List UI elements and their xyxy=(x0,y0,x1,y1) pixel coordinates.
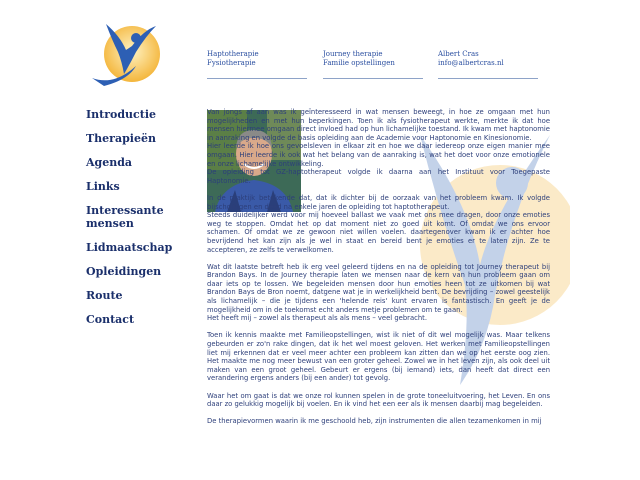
paragraph: Steeds duidelijker werd voor mij hoeveel ballast we vaak met ons mee dragen, door onze emoties weg te stoppen. Omdat het op dat moment niet zo goed uit komt. Of omdat we ons ervoor schamen. Of omdat we ze gewoon niet willen voelen. daartegenover kwam ik er achter hoe bevrijdend het kan zijn als je wel in staat en bereid bent je emoties er te laten zijn. Ze te accepteren, ze zelfs te verwelkomen. xyxy=(207,211,550,254)
paragraph: Van jongs af aan was ik geïnteresseerd in wat mensen beweegt, in hoe ze omgaan met hun mogelijkheden en met hun beperkingen. Toen ik als fysiotherapeut werkte, merkte ik dat hoe mensen hiermee omgaan direct invloed had op hun lichamelijke toestand. Ik kwam met haptonomie in aanraking en volgde de basis opleiding aan de Academie voor Haptonomie en Kinesionomie. xyxy=(207,108,550,142)
top-link-line[interactable]: Fysiotherapie xyxy=(207,59,256,67)
sidebar-nav xyxy=(86,108,196,337)
nav-item-route[interactable]: Route xyxy=(86,289,123,302)
nav-item-therapieen[interactable]: Therapieën xyxy=(86,132,156,145)
paragraph: Hier leerde ik hoe ons gevoelsleven in elkaar zit en hoe we daar iedereop onze eigen manier mee omgaan. Hier leerde ik ook wat het belang van de aanraking is, wat het doet voor onze emotionele en onze lichamelijke ontwikkeling. xyxy=(207,142,550,168)
top-navigation xyxy=(207,50,547,82)
top-link-line: Albert Cras xyxy=(438,50,479,58)
top-link-line[interactable]: Journey therapie xyxy=(323,50,383,58)
email-link[interactable]: info@albertcras.nl xyxy=(438,59,504,67)
paragraph: Toen ik kennis maakte met Familieopstellingen, wist ik niet of dit wel mogelijk was. Maar telkens gebeurden er zo'n rake dingen, dat ik het wel moest geloven. Het werken met Familieopstellingen liet mij erkennen dat er veel meer achter een probleem kan zitten dan we op het eerste oog zien. Het maakte me nog meer bewust van een groter geheel. Zowel we in het leven zijn, als ook deel uit maken van een groot geheel. Gebeurt er ergens (bij iemand) iets, dan heeft dat direct een verandering ergens anders (bij een ander) tot gevolg. xyxy=(207,331,550,383)
top-link-line[interactable]: Familie opstellingen xyxy=(323,59,395,67)
nav-item-opleidingen[interactable]: Opleidingen xyxy=(86,265,162,278)
paragraph: Waar het om gaat is dat we onze rol kunnen spelen in de grote toneeluitvoering, het Leven. En ons daar zo gelukkig mogelijk bij voelen. En ik vind het een eer als ik mensen daarbij mag begeleiden. xyxy=(207,391,550,409)
nav-item-agenda[interactable]: Agenda xyxy=(86,156,133,169)
nav-item-interessante-mensen[interactable]: Interessante mensen xyxy=(86,204,164,230)
logo xyxy=(84,16,164,92)
paragraph: De opleiding tot GZ-haptotherapeut volgde ik daarna aan het Instituut voor Toegepaste Haptonomie. xyxy=(207,168,550,185)
top-link-journey-therapie[interactable] xyxy=(323,50,395,68)
paragraph: Het heeft mij – zowel als therapeut als als mens – veel gebracht. xyxy=(207,314,427,323)
top-link-contact-info[interactable] xyxy=(438,50,504,68)
paragraph: De therapievormen waarin ik me geschoold heb, zijn instrumenten die allen tezamenkomen in mij xyxy=(207,417,542,426)
nav-item-contact[interactable]: Contact xyxy=(86,313,135,326)
divider xyxy=(438,78,538,79)
divider xyxy=(323,78,423,79)
nav-item-introductie[interactable]: Introductie xyxy=(86,108,157,121)
paragraph: Wat dit laatste betreft heb ik erg veel geleerd tijdens en na de opleiding tot Journey therapeut bij Brandon Bays. In de Journey therapie laten we mensen naar de kern van hun probleem gaan om daar iets op te lossen. We begeleiden mensen door hun emoties heen tot ze uitkomen bij wat Brandon Bays de Bron noemt, datgene wat je in werkelijkheid bent. De bevrijding – zowel geestelijk als lichamelijk – die je tijdens een 'helende reis' kunt ervaren is fantastisch. En geeft je de mogelijkheid om in de toekomst echt anders metje problemen om te gaan. xyxy=(207,262,550,314)
nav-item-links[interactable]: Links xyxy=(86,180,120,193)
top-link-line[interactable]: Haptotherapie xyxy=(207,50,259,58)
main-content xyxy=(207,108,550,435)
nav-item-lidmaatschap[interactable]: Lidmaatschap xyxy=(86,241,173,254)
top-link-haptotherapie[interactable] xyxy=(207,50,259,68)
paragraph: In de praktijk betekende dat, dat ik dichter bij de oorzaak van het probleem kwam. Ik volgde bijscholingen en deed na enkele jaren de opleiding tot haptotherapeut. xyxy=(207,193,550,211)
divider xyxy=(207,78,307,79)
